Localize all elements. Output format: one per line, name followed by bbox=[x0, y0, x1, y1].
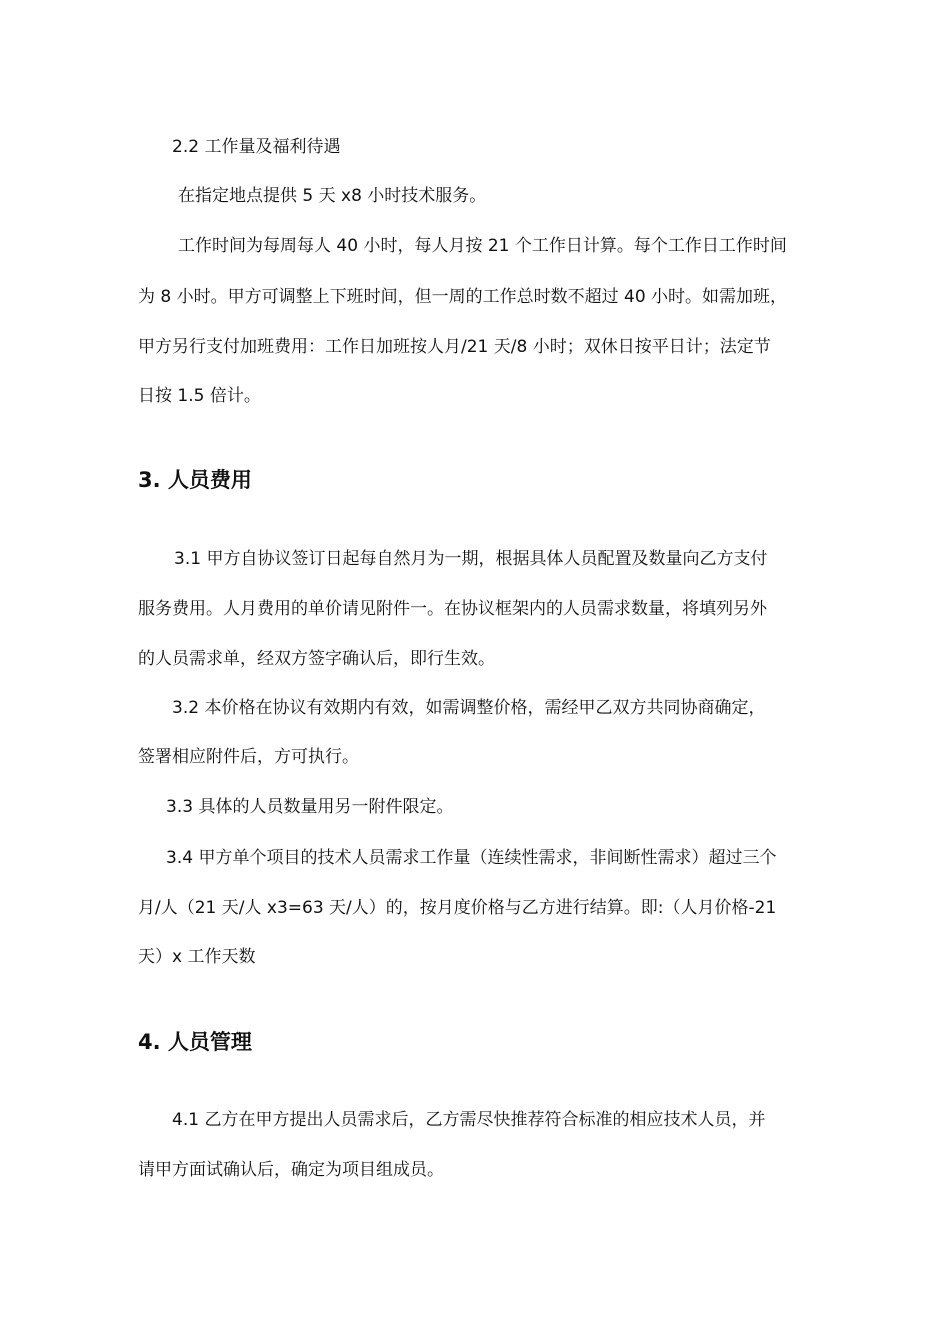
section-2-2-title: 2.2 工作量及福利待遇 bbox=[172, 137, 341, 157]
section-3-2-line: 3.2 本价格在协议有效期内有效，如需调整价格，需经甲乙双方共同协商确定， bbox=[172, 698, 766, 718]
section-3-4-line: 3.4 甲方单个项目的技术人员需求工作量（连续性需求，非间断性需求）超过三个 bbox=[166, 848, 777, 868]
section-3-4-line: 天）x 工作天数 bbox=[138, 947, 256, 967]
section-2-2-paragraph-2-line: 工作时间为每周每人 40 小时，每人月按 21 个工作日计算。每个工作日工作时间 bbox=[178, 236, 787, 256]
section-3-1-line: 的人员需求单，经双方签字确认后，即行生效。 bbox=[138, 649, 495, 669]
section-2-2-paragraph-2-line: 甲方另行支付加班费用：工作日加班按人月/21 天/8 小时；双休日按平日计；法定节 bbox=[138, 337, 771, 357]
section-3-heading: 3. 人员费用 bbox=[138, 468, 252, 492]
section-3-1-line: 3.1 甲方自协议签订日起每自然月为一期，根据具体人员配置及数量向乙方支付 bbox=[174, 549, 768, 569]
section-4-1-line: 请甲方面试确认后，确定为项目组成员。 bbox=[138, 1160, 444, 1180]
section-3-2-line: 签署相应附件后，方可执行。 bbox=[138, 747, 359, 767]
section-3-1-line: 服务费用。人月费用的单价请见附件一。在协议框架内的人员需求数量，将填列另外 bbox=[138, 599, 767, 619]
section-2-2-paragraph-2-line: 为 8 小时。甲方可调整上下班时间，但一周的工作总时数不超过 40 小时。如需加班， bbox=[138, 287, 788, 307]
section-4-heading: 4. 人员管理 bbox=[138, 1030, 252, 1054]
section-4-1-line: 4.1 乙方在甲方提出人员需求后，乙方需尽快推荐符合标准的相应技术人员，并 bbox=[172, 1110, 766, 1130]
section-3-3-line: 3.3 具体的人员数量用另一附件限定。 bbox=[166, 797, 454, 817]
section-3-4-line: 月/人（21 天/人 x3=63 天/人）的，按月度价格与乙方进行结算。即:（人月价格-21 bbox=[138, 898, 777, 918]
section-2-2-paragraph-1: 在指定地点提供 5 天 x8 小时技术服务。 bbox=[178, 186, 487, 206]
section-2-2-paragraph-2-line: 日按 1.5 倍计。 bbox=[138, 386, 261, 406]
